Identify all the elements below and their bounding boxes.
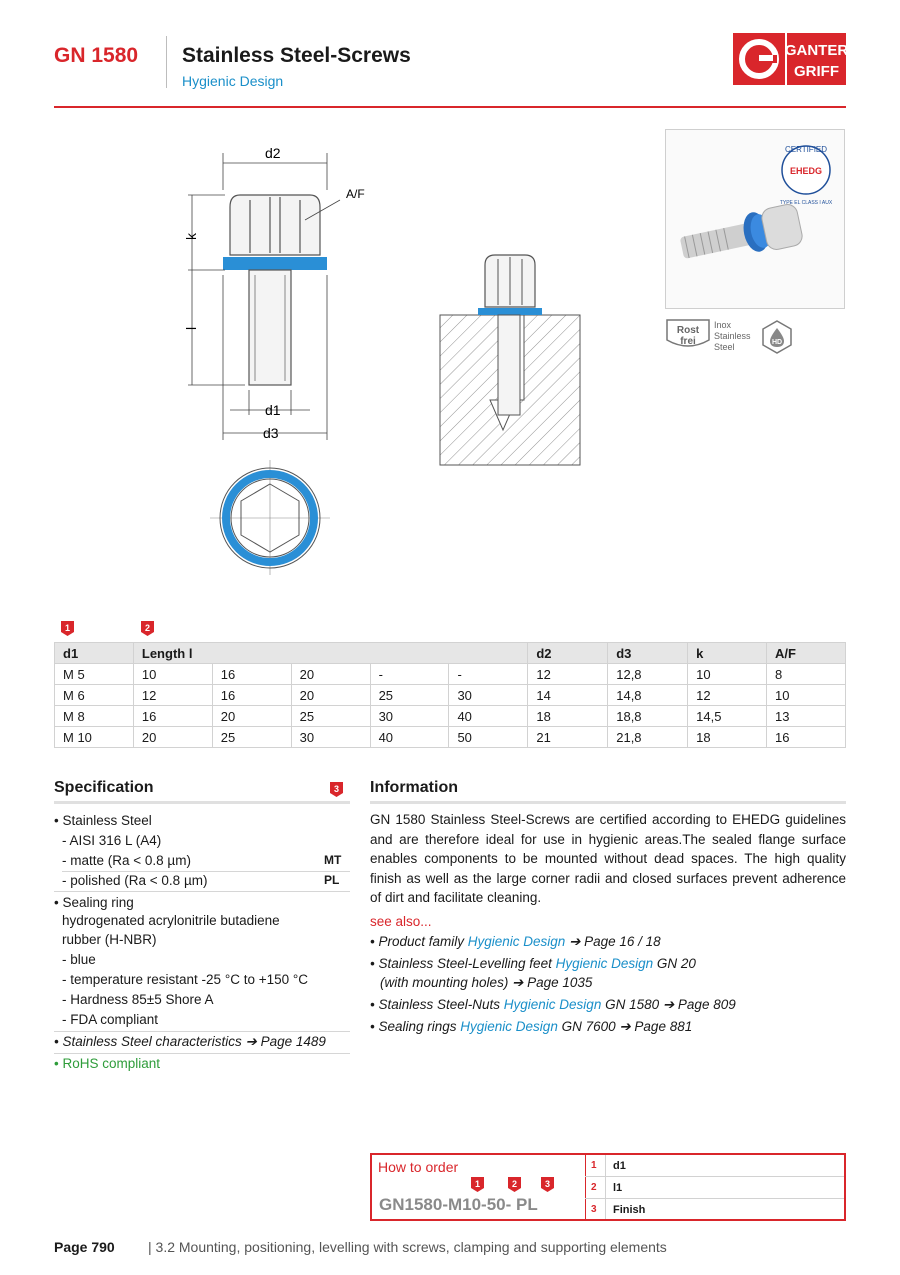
technical-drawing (170, 145, 610, 615)
seal-ring-side (223, 257, 327, 270)
page-number: Page 790 (54, 1239, 115, 1255)
cert-org: EHEDG (789, 166, 823, 176)
col-d3: d3 (608, 643, 688, 664)
footer-section: | 3.2 Mounting, positioning, levelling with screws, clamping and supporting elements (148, 1239, 667, 1255)
order-marker-3 (541, 1177, 554, 1192)
col-length: Length l (133, 643, 527, 664)
ganter-logo (733, 33, 846, 90)
table-row: M 6 12 16 20 25 30 14 14,8 12 10 (55, 685, 846, 706)
header-separator (166, 36, 167, 88)
svg-text:HD: HD (771, 339, 783, 346)
spec-aisi: - AISI 316 L (A4) (62, 833, 162, 848)
spec-blue: - blue (62, 952, 96, 967)
information-title: Information (370, 779, 458, 796)
order-marker-1 (471, 1177, 484, 1192)
spec-sealing-desc: hydrogenated acrylonitrile butadiene (62, 913, 280, 928)
marker-3 (330, 782, 343, 797)
see-also-item[interactable]: • Product family Hygienic Design ➔ Page 16 / 18 (370, 934, 661, 949)
table-row: M 10 20 25 30 40 50 21 21,8 18 16 (55, 727, 846, 748)
marker-1 (61, 621, 74, 636)
dimensions-table (54, 642, 846, 748)
order-title: How to order (378, 1159, 459, 1175)
see-also-item-cont[interactable]: (with mounting holes) ➔ Page 1035 (380, 975, 593, 990)
header-rule (54, 106, 846, 108)
spec-fda: - FDA compliant (62, 1012, 159, 1027)
svg-text:1: 1 (64, 623, 71, 633)
table-row: M 5 10 16 20 - - 12 12,8 10 8 (55, 664, 846, 685)
order-marker-2 (508, 1177, 521, 1192)
spec-polished-code: PL (324, 873, 340, 887)
spec-hardness: - Hardness 85±5 Shore A (62, 992, 214, 1007)
order-field-3: Finish (613, 1204, 646, 1216)
svg-text:3: 3 (333, 784, 340, 794)
svg-text:2: 2 (144, 623, 151, 633)
svg-text:Rost: Rost (676, 325, 700, 336)
rostfrei-badge (665, 318, 711, 352)
table-row: M 8 16 20 25 30 40 18 18,8 14,5 13 (55, 706, 846, 727)
dim-d3: d3 (263, 425, 279, 441)
hygienic-design-badge (762, 320, 792, 354)
svg-text:frei: frei (680, 336, 696, 347)
spec-sealing-desc2: rubber (H-NBR) (62, 932, 157, 947)
order-code: GN1580-M10-50- PL (379, 1195, 538, 1214)
table-header-row (55, 643, 846, 664)
order-field-2: l1 (613, 1182, 623, 1194)
see-also-item[interactable]: • Sealing rings Hygienic Design GN 7600 ➔ Page 881 (370, 1019, 693, 1034)
svg-text:2: 2 (511, 1179, 518, 1189)
see-also-item[interactable]: • Stainless Steel-Levelling feet Hygienic Design GN 20 (370, 956, 696, 971)
page-subtitle: Hygienic Design (182, 73, 284, 89)
spec-characteristics-link[interactable]: • Stainless Steel characteristics ➔ Page 1489 (54, 1034, 326, 1049)
svg-text:GRIFF: GRIFF (794, 63, 839, 80)
col-d1: d1 (55, 643, 134, 664)
spec-sealing: • Sealing ring (54, 895, 134, 910)
product-photo (665, 129, 845, 309)
spec-matte-code: MT (324, 853, 342, 867)
dim-af: A/F (346, 187, 365, 201)
information-paragraph: GN 1580 Stainless Steel-Screws are certified according to EHEDG guidelines and are therefore ideal for use in hygienic areas.The sealed flange surface enables components to be mounted without dead spaces. The high quality finish as well as the large corner radii and closed surfaces prevent adherence of dirt and facilitate cleaning. (370, 812, 846, 905)
specification-title: Specification (54, 779, 154, 796)
spec-matte: - matte (Ra < 0.8 µm) (62, 853, 191, 868)
spec-temperature: - temperature resistant -25 °C to +150 °C (62, 972, 309, 987)
product-code: GN 1580 (54, 44, 139, 67)
spec-polished: - polished (Ra < 0.8 µm) (62, 873, 208, 888)
svg-text:GANTER: GANTER (784, 42, 846, 59)
see-also-label: see also... (370, 914, 432, 929)
col-d2: d2 (528, 643, 608, 664)
svg-text:1: 1 (474, 1179, 481, 1189)
see-also-item[interactable]: • Stainless Steel-Nuts Hygienic Design GN 1580 ➔ Page 809 (370, 997, 736, 1012)
information-rule (370, 801, 846, 804)
dim-l: l (183, 326, 199, 330)
dim-k: k (183, 233, 199, 240)
col-af: A/F (767, 643, 846, 664)
dim-d1: d1 (265, 402, 281, 418)
dim-d2: d2 (265, 145, 281, 161)
order-box: How to order 1 2 3 GN1580-M10-50- PL 1 d1 2 l1 3 Finish (370, 1153, 846, 1221)
logo-graphic (733, 33, 846, 85)
cert-type: TYPE EL CLASS I AUX (779, 200, 833, 206)
order-field-1: d1 (613, 1160, 626, 1172)
inox-label: Inox Stainless Steel (714, 320, 751, 352)
page-title: Stainless Steel-Screws (182, 44, 411, 67)
spec-material: • Stainless Steel (54, 813, 152, 828)
marker-2 (141, 621, 154, 636)
cert-label: CERTIFIED (784, 145, 828, 154)
col-k: k (688, 643, 767, 664)
svg-text:3: 3 (544, 1179, 551, 1189)
specification-rule (54, 801, 350, 804)
spec-rohs: • RoHS compliant (54, 1056, 161, 1071)
